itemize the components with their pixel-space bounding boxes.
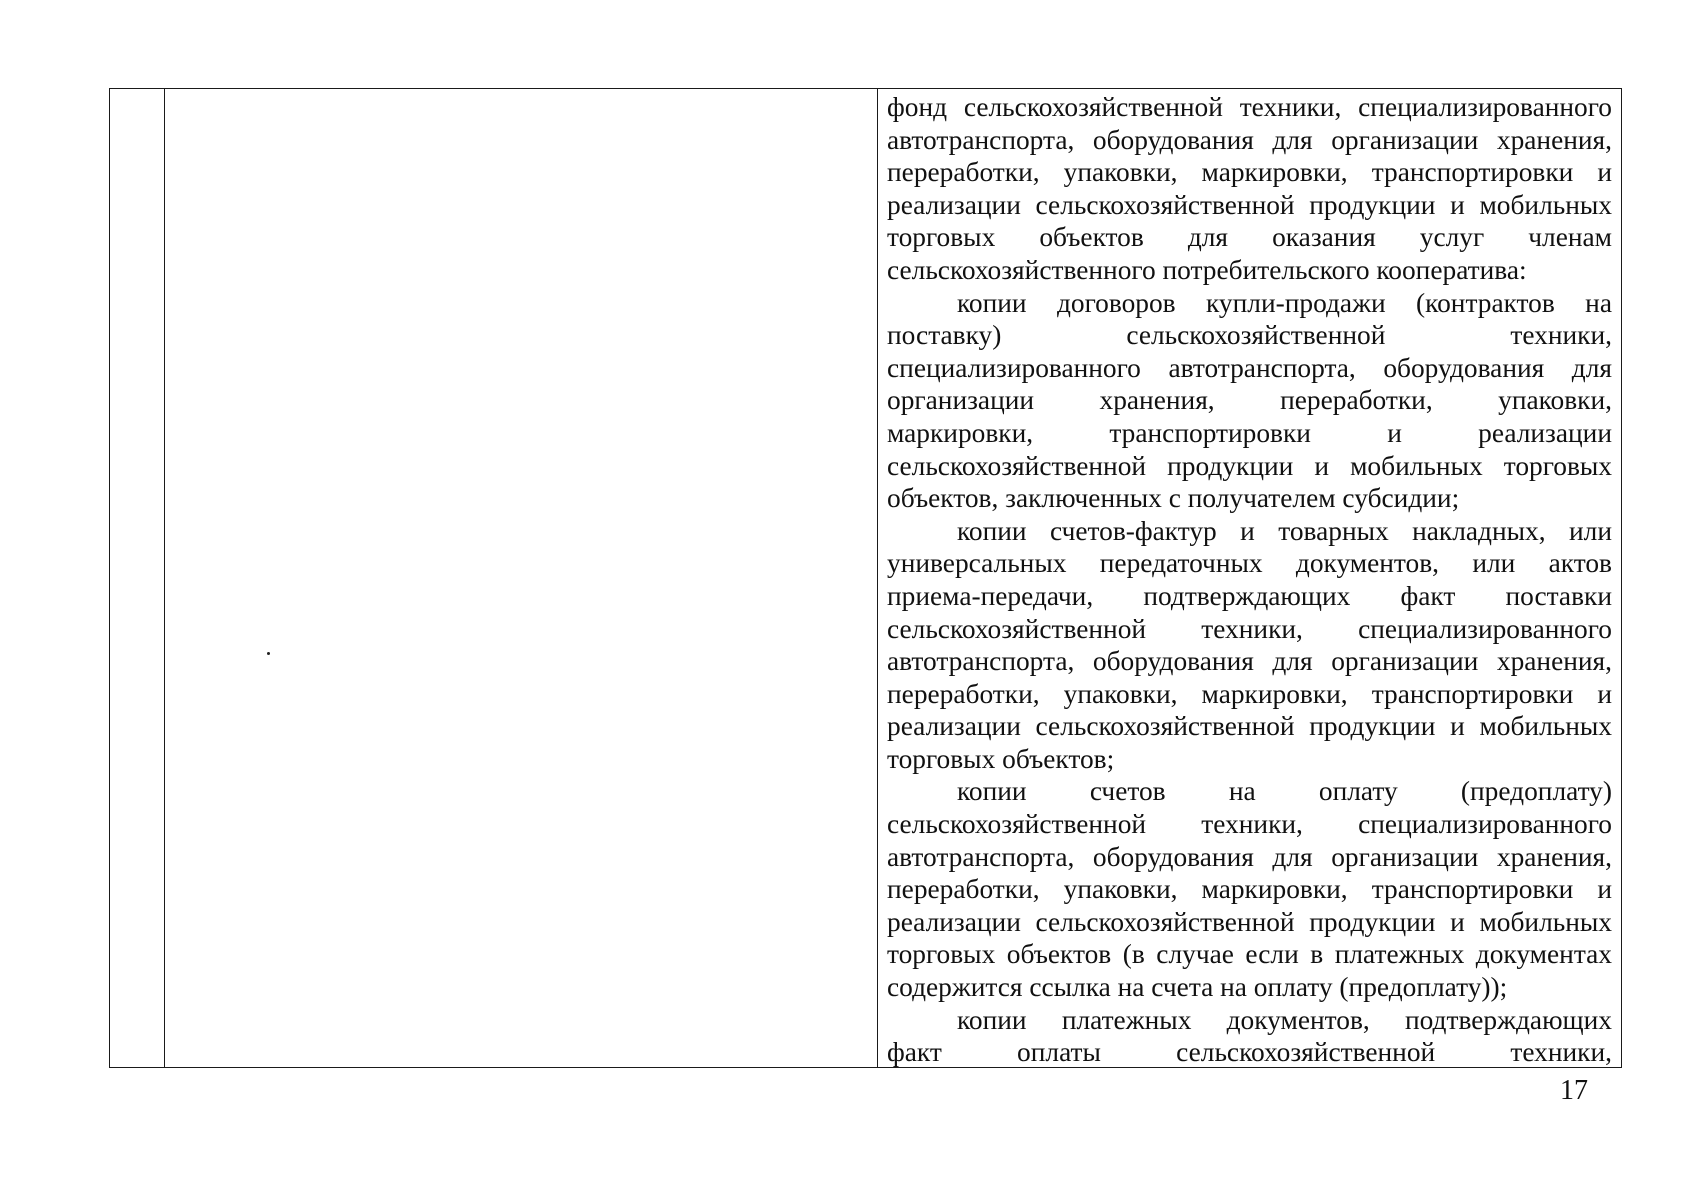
text-line: специализированного автотранспорта, оборудования для	[887, 352, 1612, 383]
text-line: копии платежных документов, подтверждающих	[957, 1004, 1612, 1035]
text-line: содержится ссылка на счета на оплату (предоплату));	[887, 972, 1508, 1003]
text-line: торговых объектов;	[887, 743, 1115, 774]
text-line: реализации сельскохозяйственной продукции и мобильных	[887, 189, 1612, 220]
table-column-divider-1	[164, 89, 165, 1067]
text-line: сельскохозяйственной продукции и мобильных торговых	[887, 450, 1612, 481]
text-line: реализации сельскохозяйственной продукции и мобильных	[887, 711, 1612, 742]
text-line: объектов, заключенных с получателем субсидии;	[887, 483, 1460, 514]
text-line: торговых объектов для оказания услуг членам	[887, 222, 1612, 253]
text-line: реализации сельскохозяйственной продукции и мобильных	[887, 906, 1612, 937]
text-line: факт оплаты сельскохозяйственной техники,	[887, 1037, 1612, 1068]
text-line: фонд сельскохозяйственной техники, специализированного	[887, 92, 1612, 122]
text-line: сельскохозяйственной техники, специализированного	[887, 809, 1612, 840]
text-line: переработки, упаковки, маркировки, транспортировки и	[887, 157, 1612, 188]
text-line: копии счетов-фактур и товарных накладных, или	[957, 515, 1612, 546]
table-cell-requirements-text	[887, 91, 1612, 1069]
scan-artifact-dot	[267, 652, 270, 655]
text-line: сельскохозяйственного потребительского кооператива:	[887, 254, 1527, 285]
text-line: приема-передачи, подтверждающих факт поставки	[887, 580, 1612, 611]
text-line: поставку) сельскохозяйственной техники,	[887, 320, 1612, 351]
text-line: автотранспорта, оборудования для организации хранения,	[887, 124, 1612, 155]
text-line: копии договоров купли-продажи (контрактов на	[957, 287, 1612, 318]
text-line: переработки, упаковки, маркировки, транспортировки и	[887, 874, 1612, 905]
text-line: автотранспорта, оборудования для организации хранения,	[887, 841, 1612, 872]
document-table	[109, 88, 1622, 1068]
page-number: 17	[1560, 1075, 1588, 1106]
text-line: торговых объектов (в случае если в платежных документах	[887, 939, 1612, 970]
text-line: организации хранения, переработки, упаковки,	[887, 385, 1612, 416]
text-line: универсальных передаточных документов, или актов	[887, 548, 1612, 579]
text-line: копии счетов на оплату (предоплату)	[957, 776, 1612, 807]
text-line: сельскохозяйственной техники, специализированного	[887, 613, 1612, 644]
text-line: переработки, упаковки, маркировки, транспортировки и	[887, 678, 1612, 709]
text-line: автотранспорта, оборудования для организации хранения,	[887, 646, 1612, 677]
text-line: маркировки, транспортировки и реализации	[887, 417, 1612, 448]
table-column-divider-2	[877, 89, 878, 1067]
